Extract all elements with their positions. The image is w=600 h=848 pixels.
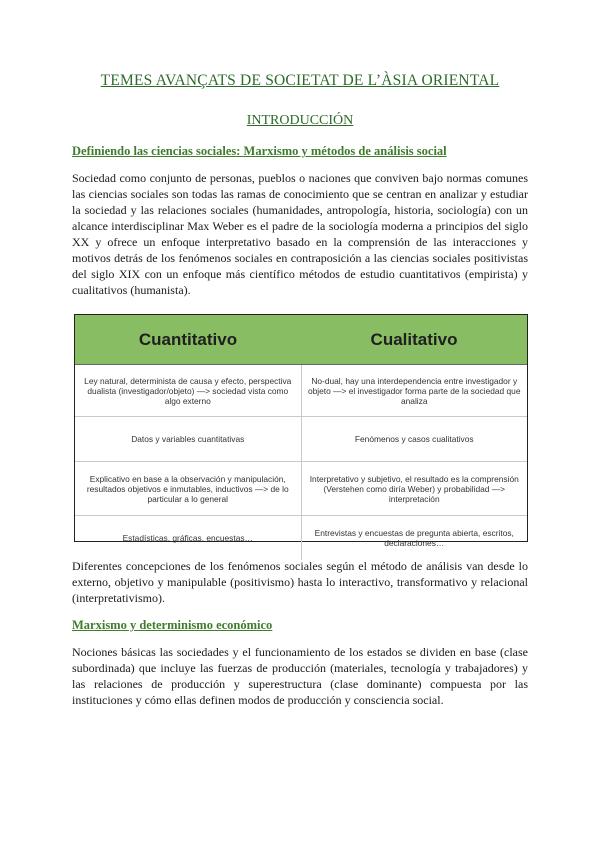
methods-table [74, 314, 528, 548]
table-cell: Estadísticas, gráficas, encuestas… [75, 516, 301, 561]
document-title: TEMES AVANÇATS DE SOCIETAT DE L’ÀSIA ORIENTAL [100, 72, 500, 89]
table-cell: Explicativo en base a la observación y manipulación, resultados objetivos e inmutables, inductivos —> de lo particular a lo general [75, 462, 301, 516]
table-row [75, 417, 527, 462]
subheading-marxismo: Marxismo y determinismo económico [72, 618, 273, 632]
table-row [75, 365, 527, 417]
paragraph-sociedad: Sociedad como conjunto de personas, pueblos o naciones que conviven bajo normas comunes las ciencias sociales son todas las ramas de conocimiento que se centran en analizar y estudiar la sociedad y las relaciones sociales (humanidades, antropología, historia, sociología) con un alcance interdisciplinar Max Weber es el padre de la sociología moderna a principios del siglo XX y ofrece un enfoque interpretativo basado en la comprensión de las interacciones y motivos detrás de los fenómenos sociales en contraposición a las ciencias sociales positivistas del siglo XIX con un enfoque más científico métodos de estudio cuantitativos (empirista) y cualitativos (humanista). [72, 171, 528, 297]
table-cell: Fenómenos y casos cualitativos [301, 417, 527, 462]
table-cell: No-dual, hay una interdependencia entre investigador y objeto —> el investigador forma parte de la sociedad que analiza [301, 365, 527, 417]
section-heading-introduccion: INTRODUCCIÓN [246, 113, 354, 128]
table-header-cuantitativo: Cuantitativo [75, 315, 301, 365]
table-cell: Ley natural, determinista de causa y efecto, perspectiva dualista (investigador/objeto) —> sociedad vista como algo externo [75, 365, 301, 417]
table-header-cualitativo: Cualitativo [301, 315, 527, 365]
subheading-definiendo: Definiendo las ciencias sociales: Marxismo y métodos de análisis social [72, 144, 447, 158]
table-row [75, 462, 527, 516]
paragraph-nociones: Nociones básicas las sociedades y el funcionamiento de los estados se dividen en base (clase subordinada) que incluye las fuerzas de producción (materiales, tecnología y trabajadores) y las relaciones de producción y superestructura (clase dominante) compuesta por las instituciones y cómo ellas definen modos de producción y consciencia social. [72, 645, 528, 707]
table-cell: Datos y variables cuantitativas [75, 417, 301, 462]
table-cell: Entrevistas y encuestas de pregunta abierta, escritos, declaraciones… [301, 516, 527, 561]
table-row [75, 516, 527, 561]
table-cell: Interpretativo y subjetivo, el resultado es la comprensión (Verstehen como diría Weber) y probabilidad —> interpretación [301, 462, 527, 516]
paragraph-concepciones: Diferentes concepciones de los fenómenos sociales según el método de análisis van desde lo externo, objetivo y manipulable (positivismo) hasta lo interactivo, transformativo y relacional (interpretativismo). [72, 559, 528, 605]
